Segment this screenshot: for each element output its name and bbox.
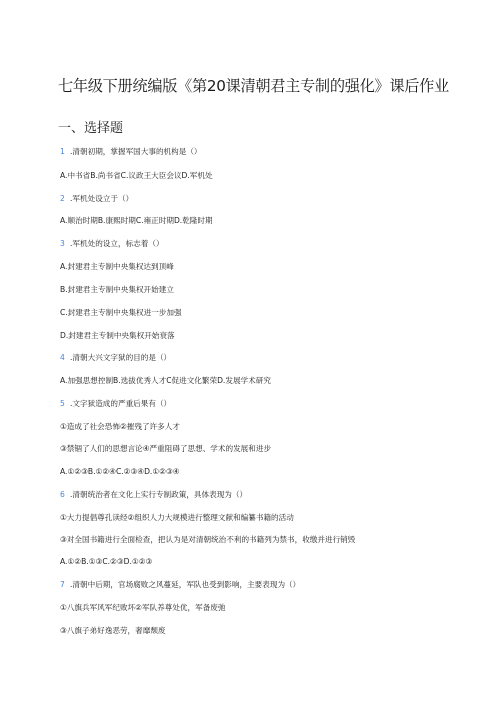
option-line — [60, 331, 175, 341]
question-text: .军机处的设立，标志着（） — [70, 239, 164, 248]
question-text: .军机处设立于（） — [70, 194, 134, 203]
section-heading: 一、选择题 — [58, 121, 124, 136]
option-text: ③八旗子弟好逸恶劳，奢靡颓废 — [60, 626, 166, 635]
option-text: ③对全国书籍进行全面检查，把认为是对清朝统治不利的书籍列为禁书，收缴并进行销毁 — [60, 535, 356, 544]
question-line — [60, 239, 164, 249]
option-text: ③禁锢了人们的思想言论④严重阻碍了思想、学术的发展和进步 — [60, 444, 272, 453]
option-line — [60, 376, 271, 386]
option-line — [60, 422, 180, 432]
question-number: 3 — [60, 239, 65, 248]
option-line — [60, 308, 182, 318]
option-line — [60, 535, 355, 545]
option-line — [60, 171, 213, 181]
option-line — [60, 513, 294, 523]
option-line — [60, 467, 180, 477]
question-number: 7 — [60, 580, 65, 589]
question-number: 4 — [60, 353, 65, 362]
question-line — [60, 490, 247, 500]
option-text: C.封建君主专制中央集权进一步加强 — [60, 308, 182, 317]
option-text: A.封建君主专制中央集权达到顶峰 — [60, 262, 174, 271]
option-text: D.封建君主专制中央集权开始衰落 — [60, 331, 175, 340]
question-line — [60, 399, 171, 409]
question-line — [60, 147, 202, 157]
option-text: B.封建君主专制中央集权开始建立 — [60, 285, 174, 294]
option-text: ①八旗兵军风军纪败坏②军队养尊处优，军备废弛 — [60, 603, 226, 612]
option-text: ①造成了社会恐怖②摧残了许多人才 — [60, 422, 180, 431]
option-text: A.中书省B.尚书省C.议政王大臣会议D.军机处 — [60, 171, 213, 180]
question-line — [60, 194, 133, 204]
option-text: A.①②B.①③C.②③D.①②③ — [60, 557, 153, 566]
option-line — [60, 285, 174, 295]
question-text: .清朝中后期，官场腐败之风蔓延，军队也受到影响，主要表现为（） — [70, 580, 301, 589]
question-text: .清朝初期，掌握军国大事的机构是（） — [70, 147, 202, 156]
option-line — [60, 626, 166, 636]
question-number: 5 — [60, 399, 65, 408]
option-line — [60, 444, 271, 454]
question-text: .文字狱造成的严重后果有（） — [70, 399, 172, 408]
option-text: ①大力提倡尊孔读经②组织人力大规模进行整理文献和编纂书籍的活动 — [60, 513, 294, 522]
option-line — [60, 603, 226, 613]
question-line — [60, 353, 171, 363]
option-line — [60, 557, 152, 567]
document-title: 七年级下册统编版《第20课清朝君主专制的强化》课后作业 — [58, 77, 449, 95]
option-line — [60, 216, 213, 226]
option-line — [60, 262, 174, 272]
question-text: .清朝统治者在文化上实行专制政策，具体表现为（） — [70, 490, 248, 499]
option-text: A.①②③B.①②④C.②③④D.①②③④ — [60, 467, 180, 476]
question-text: .清朝大兴文字狱的目的是（） — [70, 353, 172, 362]
question-line — [60, 580, 300, 590]
question-number: 6 — [60, 490, 65, 499]
question-number: 2 — [60, 194, 65, 203]
question-number: 1 — [60, 147, 65, 156]
option-text: A.顺治时期B.康熙时期C.雍正时期D.乾隆时期 — [60, 216, 213, 225]
option-text: A.加强思想控制B.选拔优秀人才C促进文化繁荣D.发展学术研究 — [60, 376, 271, 385]
